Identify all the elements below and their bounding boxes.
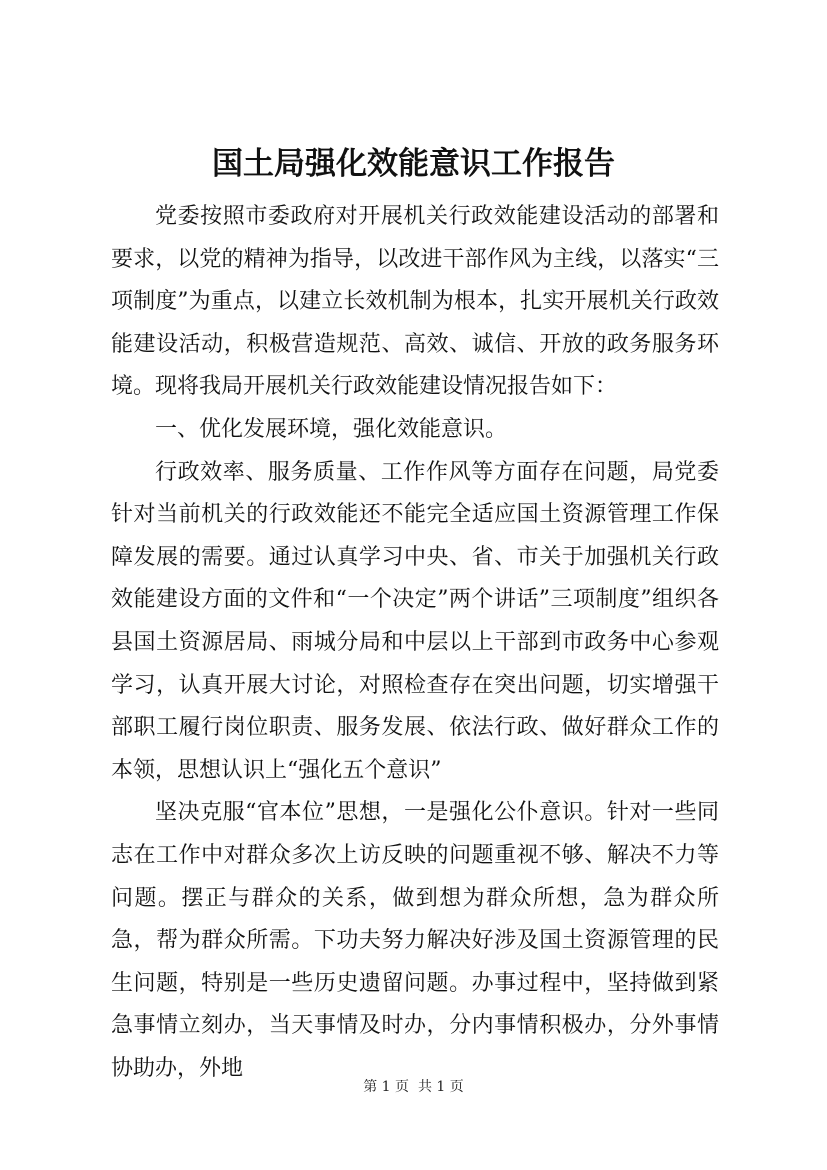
paragraph-3: 坚决克服“官本位”思想，一是强化公仆意识。针对一些同志在工作中对群众多次上访反映的问题重视不够、解决不力等问题。摆正与群众的关系，做到想为群众所想，急为群众所急，帮为群众所需。下功夫努力解决好涉及国土资源管理的民生问题，特别是一些历史遗留问题。办事过程中，坚持做到紧急事情立刻办，当天事情及时办，分内事情积极办，分外事情协助办，外地 <box>111 800 719 1081</box>
paragraph-2: 行政效率、服务质量、工作作风等方面存在问题，局党委针对当前机关的行政效能还不能完全适应国土资源管理工作保障发展的需要。通过认真学习中央、省、市关于加强机关行政效能建设方面的文件和“一个决定”两个讲话”三项制度”组织各县国土资源居局、雨城分局和中层以上干部到市政务中心参观学习，认真开展大讨论，对照检查存在突出问题，切实增强干部职工履行岗位职责、服务发展、依法行政、做好群众工作的本领，思想认识上“强化五个意识” <box>111 459 719 783</box>
document-body <box>111 196 719 1090</box>
section-heading-1: 一、优化发展环境，强化效能意识。 <box>155 416 508 442</box>
page-footer: 第 1 页 共 1 页 <box>363 1079 464 1095</box>
paragraph-intro: 党委按照市委政府对开展机关行政效能建设活动的部署和要求，以党的精神为指导，以改进干部作风为主线，以落实“三项制度”为重点，以建立长效机制为根本，扎实开展机关行政效能建设活动，积极营造规范、高效、诚信、开放的政务服务环境。现将我局开展机关行政效能建设情况报告如下： <box>111 204 719 400</box>
document-title: 国土局强化效能意识工作报告 <box>212 146 615 182</box>
